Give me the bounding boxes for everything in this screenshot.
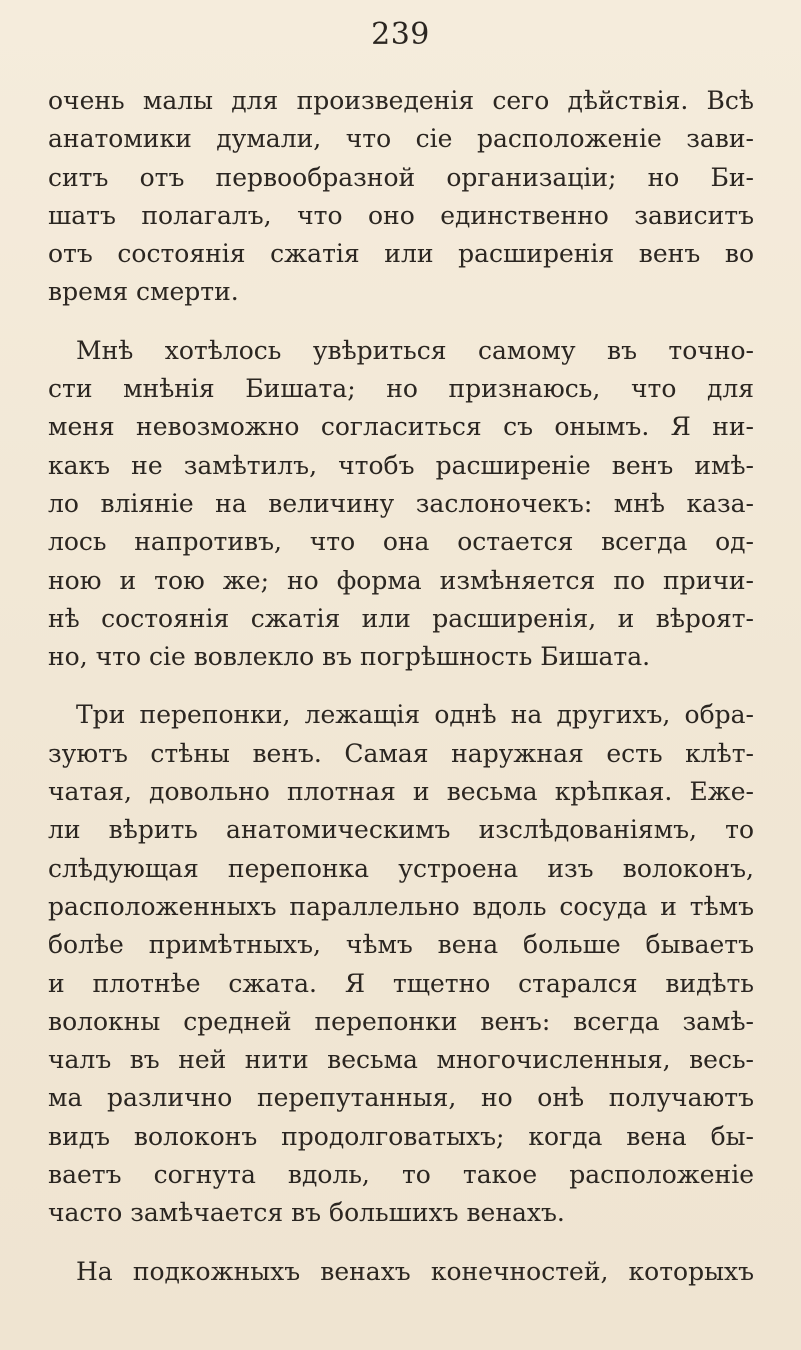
text-line: часто замѣчается въ большихъ венахъ.: [48, 1198, 565, 1228]
text-line: и плотнѣе сжата. Я тщетно старался видѣть: [48, 968, 754, 998]
text-line: волокны средней перепонки венъ: всегда замѣ-: [48, 1006, 754, 1036]
text-line: зуютъ стѣны венъ. Самая наружная есть клѣт-: [48, 738, 754, 768]
text-line: ваетъ согнута вдоль, то такое расположеніе: [48, 1160, 754, 1190]
page-number: 239: [371, 17, 430, 52]
text-line: болѣе примѣтныхъ, чѣмъ вена больше бываетъ: [48, 930, 754, 960]
text-line: отъ состоянія сжатія или расширенія венъ во: [48, 239, 754, 269]
text-line: нѣ состоянія сжатія или расширенія, и вѣроят-: [48, 603, 754, 633]
body-text: [48, 82, 754, 1311]
text-line: ло вліяніе на величину заслоночекъ: мнѣ каза-: [48, 488, 754, 518]
text-line: очень малы для произведенія сего дѣйствія. Всѣ: [48, 86, 754, 115]
text-line: лось напротивъ, что она остается всегда од-: [48, 527, 754, 557]
paragraph-3: [48, 696, 754, 1232]
paragraph-1: [48, 82, 754, 312]
text-line: Мнѣ хотѣлось увѣриться самому въ точно-: [76, 335, 754, 365]
text-line: Три перепонки, лежащія однѣ на другихъ, обра-: [76, 700, 754, 730]
text-line: чатая, довольно плотная и весьма крѣпкая. Еже-: [48, 777, 754, 807]
text-line: ли вѣрить анатомическимъ изслѣдованіямъ, то: [48, 815, 754, 845]
paragraph-4: [48, 1253, 754, 1291]
text-line: но, что сіе вовлекло въ погрѣшность Бишата.: [48, 642, 651, 672]
text-line: ною и тою же; но форма измѣняется по причи-: [48, 565, 754, 595]
text-line: какъ не замѣтилъ, чтобъ расширеніе венъ имѣ-: [48, 450, 754, 480]
text-line: анатомики думали, что сіе расположеніе зави-: [48, 124, 754, 154]
text-line: На подкожныхъ венахъ конечностей, которыхъ: [76, 1256, 754, 1286]
text-line: слѣдующая перепонка устроена изъ волоконъ,: [48, 853, 754, 883]
paragraph-2: [48, 332, 754, 677]
text-line: шатъ полагалъ, что оно единственно зависитъ: [48, 200, 754, 230]
text-line: время смерти.: [48, 277, 239, 307]
text-line: меня невозможно согласиться съ онымъ. Я ни-: [48, 412, 754, 442]
text-line: чалъ въ ней нити весьма многочисленныя, весь-: [48, 1045, 754, 1075]
text-line: ма различно перепутанныя, но онѣ получаютъ: [48, 1083, 754, 1113]
text-line: сти мнѣнія Бишата; но признаюсь, что для: [48, 374, 754, 404]
text-line: видъ волоконъ продолговатыхъ; когда вена бы-: [48, 1121, 754, 1151]
text-line: ситъ отъ первообразной организаціи; но Би-: [48, 162, 754, 192]
text-line: расположенныхъ параллельно вдоль сосуда и тѣмъ: [48, 891, 754, 921]
